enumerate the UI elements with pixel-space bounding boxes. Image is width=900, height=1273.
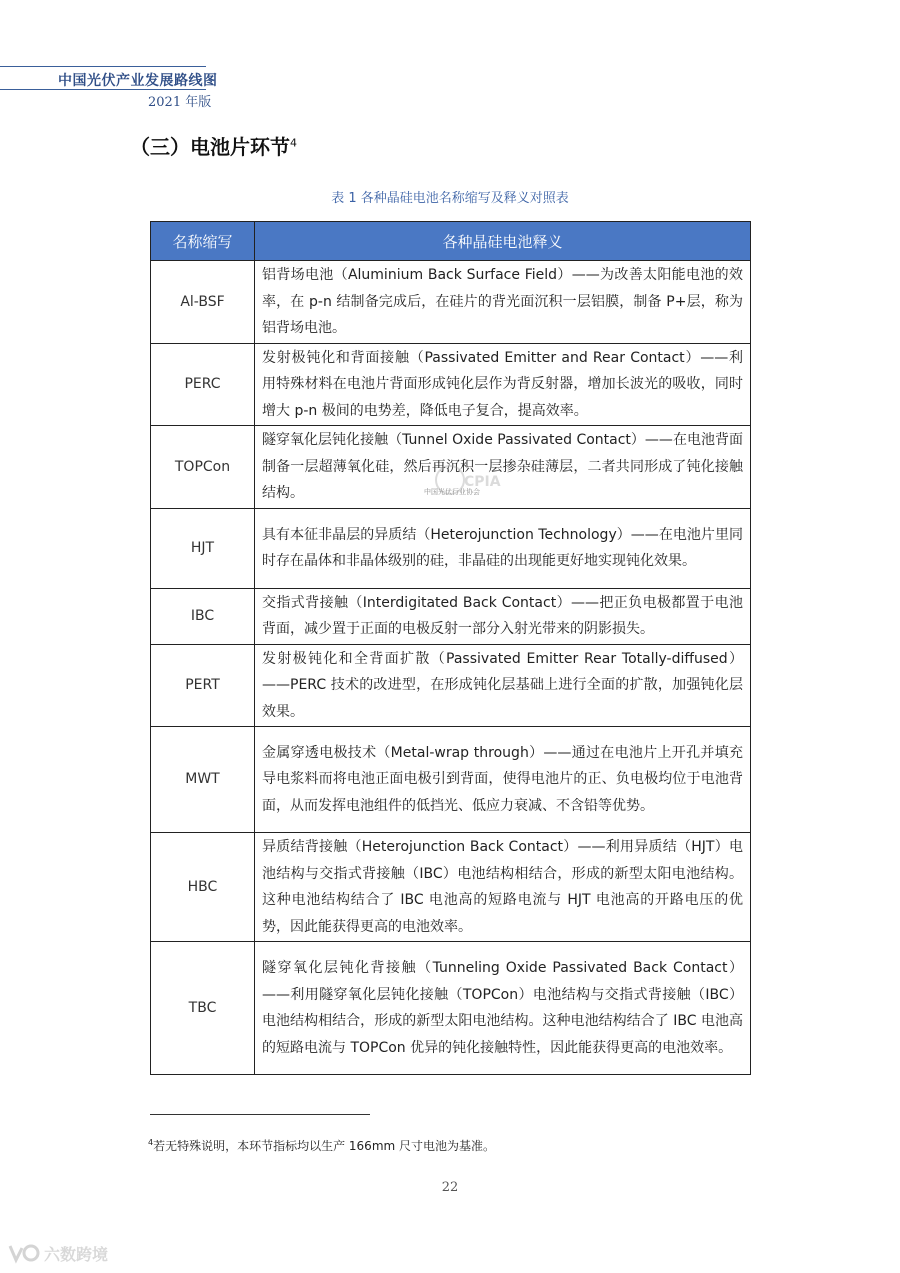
corner-logo-text: 六数跨境 <box>44 1244 109 1264</box>
row-abbr: PERC <box>151 343 255 426</box>
table-row <box>151 644 751 727</box>
footnote <box>148 1137 495 1154</box>
table-row <box>151 942 751 1075</box>
section-title-text: （三）电池片环节 <box>130 135 290 159</box>
table-row <box>151 508 751 588</box>
header-title: 中国光伏产业发展路线图 <box>58 73 218 89</box>
row-abbr: IBC <box>151 588 255 644</box>
row-desc: 交指式背接触（Interdigitated Back Contact）——把正负电极都置于电池背面，减少置于正面的电极反射一部分入射光带来的阴影损失。 <box>255 588 751 644</box>
row-abbr: Al-BSF <box>151 261 255 344</box>
watermark-logo-text: CPIA <box>464 474 501 490</box>
table-header-row <box>151 222 751 261</box>
watermark-text: 中国光伏行业协会 <box>424 488 480 496</box>
header-divider-bottom <box>0 89 206 90</box>
header-year: 2021 年版 <box>148 95 212 110</box>
section-title <box>130 131 297 160</box>
footnote-text: 若无特殊说明，本环节指标均以生产 166mm 尺寸电池为基准。 <box>153 1139 496 1153</box>
table-caption: 表 1 各种晶硅电池名称缩写及释义对照表 <box>331 191 569 206</box>
row-desc: 隧穿氧化层钝化背接触（Tunneling Oxide Passivated Back Contact）——利用隧穿氧化层钝化接触（TOPCon）电池结构与交指式背接触（IBC）电池结构相结合，形成的新型太阳电池结构。这种电池结构结合了 IBC 电池高的短路电流与 TOPCon 优异的钝化接触特性，因此能获得更高的电池效率。 <box>255 942 751 1075</box>
table-row <box>151 261 751 344</box>
brand-logo-icon <box>6 1242 40 1264</box>
row-desc: 发射极钝化和全背面扩散（Passivated Emitter Rear Totally-diffused）——PERC 技术的改进型，在形成钝化层基础上进行全面的扩散，加强钝化层效果。 <box>255 644 751 727</box>
row-desc: 金属穿透电极技术（Metal-wrap through）——通过在电池片上开孔并填充导电浆料而将电池正面电极引到背面，使得电池片的正、负电极均位于电池背面，从而发挥电池组件的低挡光、低应力衰减、不含铅等优势。 <box>255 727 751 833</box>
footnote-mark: 4 <box>148 1138 154 1147</box>
table-row <box>151 727 751 833</box>
header-divider-top <box>0 66 206 67</box>
page-number: 22 <box>441 1180 459 1195</box>
row-desc: 异质结背接触（Heterojunction Back Contact）——利用异质结（HJT）电池结构与交指式背接触（IBC）电池结构相结合，形成的新型太阳电池结构。这种电池结构结合了 IBC 电池高的短路电流与 HJT 电池高的开路电压的优势，因此能获得更高的电池效率。 <box>255 833 751 942</box>
row-abbr: HBC <box>151 833 255 942</box>
row-desc: 铝背场电池（Aluminium Back Surface Field）——为改善太阳能电池的效率，在 p-n 结制备完成后，在硅片的背光面沉积一层铝膜，制备 P+层，称为铝背场电池。 <box>255 261 751 344</box>
table-row <box>151 343 751 426</box>
row-abbr: MWT <box>151 727 255 833</box>
section-footnote-mark: 4 <box>290 136 297 150</box>
row-desc: 具有本征非晶层的异质结（Heterojunction Technology）——在电池片里同时存在晶体和非晶体级别的硅，非晶硅的出现能更好地实现钝化效果。 <box>255 508 751 588</box>
cell-abbreviation-table <box>150 221 751 1075</box>
row-abbr: HJT <box>151 508 255 588</box>
row-abbr: PERT <box>151 644 255 727</box>
column-header-desc: 各种晶硅电池释义 <box>255 222 751 261</box>
row-abbr: TOPCon <box>151 426 255 509</box>
corner-logo <box>6 1240 108 1266</box>
row-desc: 发射极钝化和背面接触（Passivated Emitter and Rear Contact）——利用特殊材料在电池片背面形成钝化层作为背反射器，增加长波光的吸收，同时增大 p-n 极间的电势差，降低电子复合，提高效率。 <box>255 343 751 426</box>
row-desc: 隧穿氧化层钝化接触（Tunnel Oxide Passivated Contact）——在电池背面制备一层超薄氧化硅，然后再沉积一层掺杂硅薄层，二者共同形成了钝化接触结构。 <box>255 426 751 509</box>
footnote-divider <box>150 1114 370 1115</box>
row-abbr: TBC <box>151 942 255 1075</box>
table-row <box>151 588 751 644</box>
column-header-abbr: 名称缩写 <box>151 222 255 261</box>
table-row <box>151 833 751 942</box>
